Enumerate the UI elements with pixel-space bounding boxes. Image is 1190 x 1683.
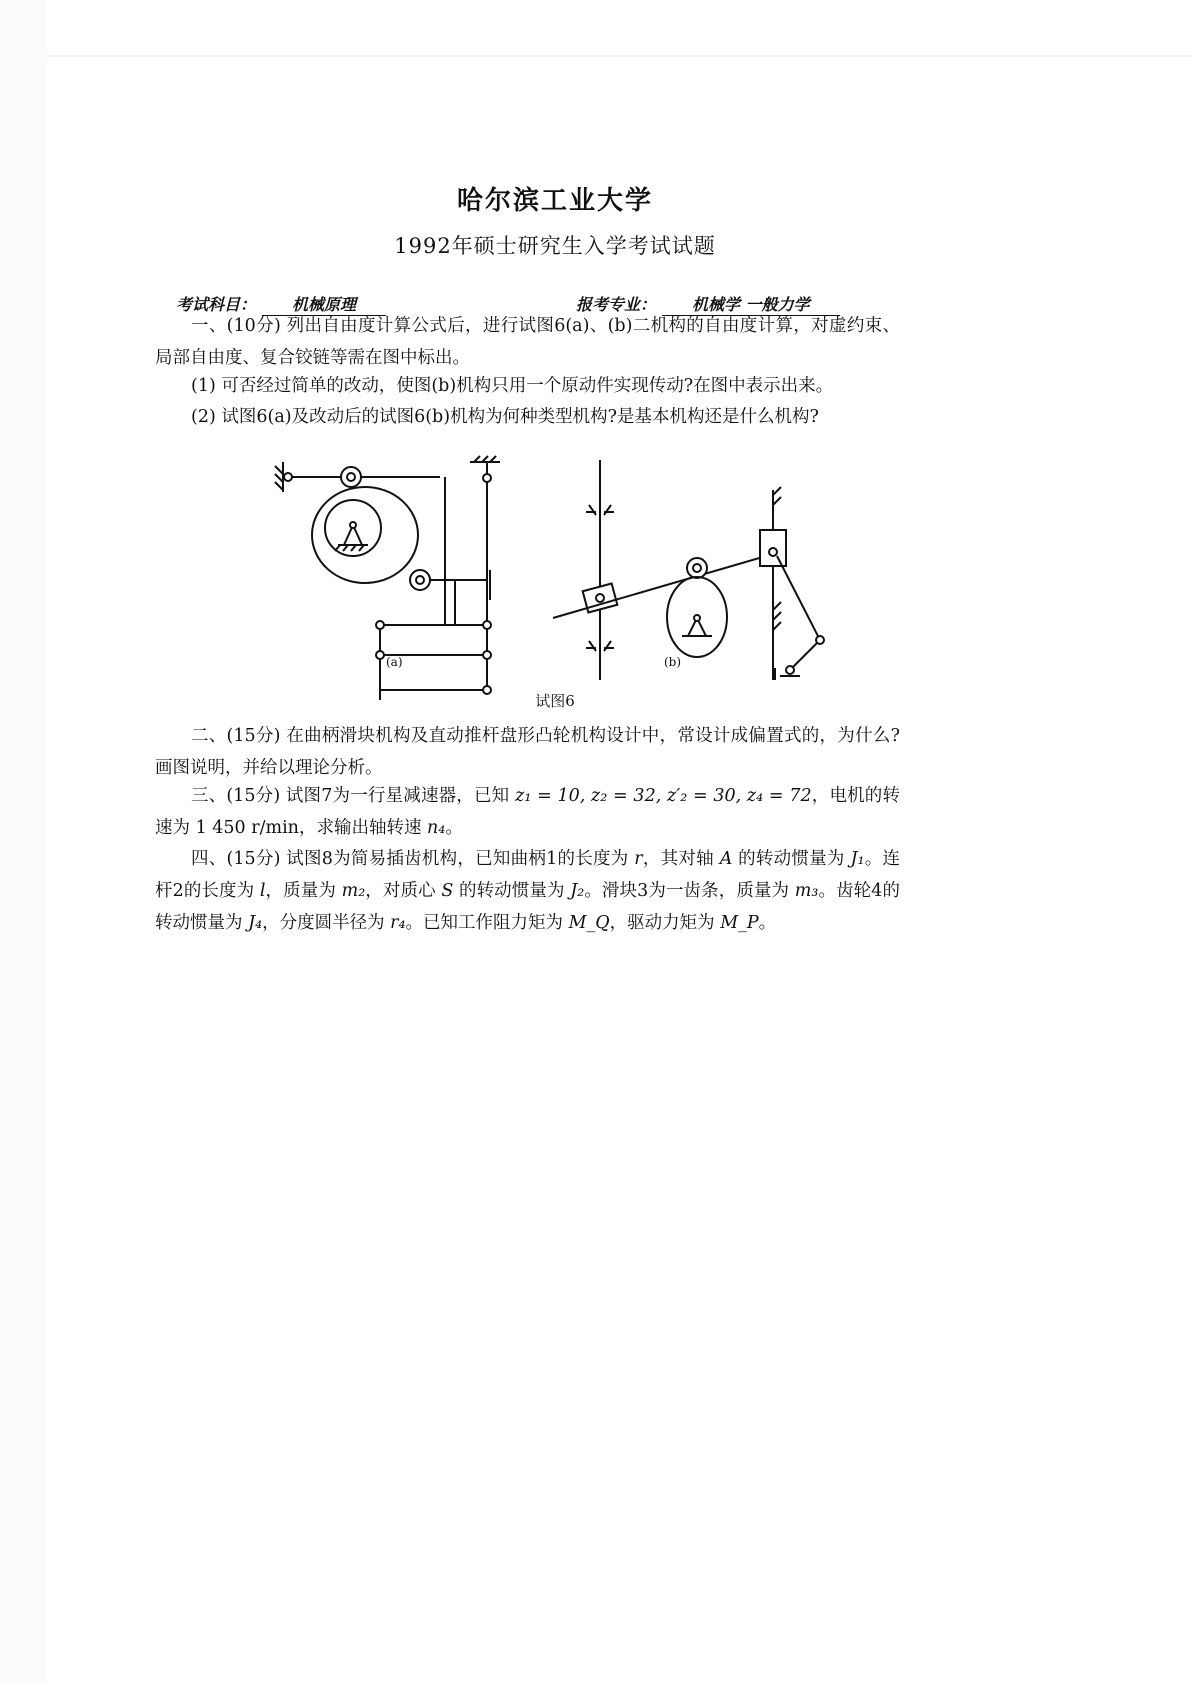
q4-text: ，其对轴	[642, 849, 720, 869]
question-2: 二、(15分) 在曲柄滑块机构及直动推杆盘形凸轮机构设计中，常设计成偏置式的，为什么?画图说明，并给以理论分析。	[155, 726, 900, 778]
q4-text: ，对质心	[365, 881, 442, 901]
question-4	[155, 843, 900, 939]
q4-text: 。	[758, 913, 777, 933]
q3-gear-teeth: z₁ = 10, z₂ = 32, z′₂ = 30, z₄ = 72	[515, 786, 812, 806]
exam-major-label: 报考专业：	[576, 295, 657, 314]
q4-symbol: J₂	[570, 881, 585, 901]
question-1-sub-2: (2) 试图6(a)及改动后的试图6(b)机构为何种类型机构?是基本机构还是什么机构?	[191, 407, 819, 427]
q4-text: 四、(15分) 试图8为简易插齿机构，已知曲柄1的长度为	[191, 849, 635, 869]
exam-major-value: 机械学 一般力学	[662, 292, 840, 316]
q4-text: ，驱动力矩为	[609, 913, 721, 933]
q4-text: 。齿轮4的转动惯量为	[155, 881, 900, 933]
q3-text: 。	[445, 818, 463, 838]
page-title: 哈尔滨工业大学	[456, 186, 653, 216]
q3-text: 三、(15分) 试图7为一行星减速器，已知	[191, 786, 516, 806]
figure-label-a: (a)	[386, 655, 403, 669]
figure-label-b: (b)	[664, 655, 682, 669]
q4-symbol: M_Q	[568, 913, 610, 933]
q4-text: ，质量为	[265, 881, 342, 901]
q4-symbol: A	[719, 849, 733, 869]
q4-text: 。已知工作阻力矩为	[405, 913, 569, 933]
q4-symbol: r	[634, 849, 643, 869]
q4-symbol: l	[259, 881, 266, 901]
question-1-sub-1: (1) 可否经过简单的改动，使图(b)机构只用一个原动件实现传动?在图中表示出来。	[191, 376, 834, 396]
q3-text: ，电机的转速为 1 450 r/min，求输出轴转速	[155, 786, 900, 838]
exam-subject-label: 考试科目：	[176, 295, 257, 314]
link-b	[553, 552, 780, 618]
question-1: 一、(10分) 列出自由度计算公式后，进行试图6(a)、(b)二机构的自由度计算，对虚约束、局部自由度、复合铰链等需在图中标出。	[155, 316, 900, 368]
q4-text: 。连杆2的长度为	[155, 849, 901, 901]
question-3	[155, 780, 900, 844]
q4-symbol: m₂	[341, 881, 366, 901]
q4-text: 的转动惯量为	[732, 849, 851, 869]
q4-symbol: M_P	[720, 913, 759, 933]
q4-text: 。滑块3为一齿条，质量为	[584, 881, 795, 901]
cam-a	[312, 487, 418, 583]
q4-text: ，分度圆半径为	[262, 913, 391, 933]
q4-symbol: r₄	[390, 913, 406, 933]
q4-symbol: S	[441, 881, 454, 901]
page-subtitle: 1992年硕士研究生入学考试试题	[394, 234, 716, 258]
q4-symbol: J₁	[850, 849, 865, 869]
q4-symbol: J₄	[248, 913, 263, 933]
exam-subject-value: 机械原理	[262, 292, 386, 316]
figure-caption: 试图6	[535, 692, 575, 710]
q4-text: 的转动惯量为	[453, 881, 571, 901]
q4-symbol: m₃	[794, 881, 819, 901]
q3-output-speed: n₄	[427, 818, 446, 838]
